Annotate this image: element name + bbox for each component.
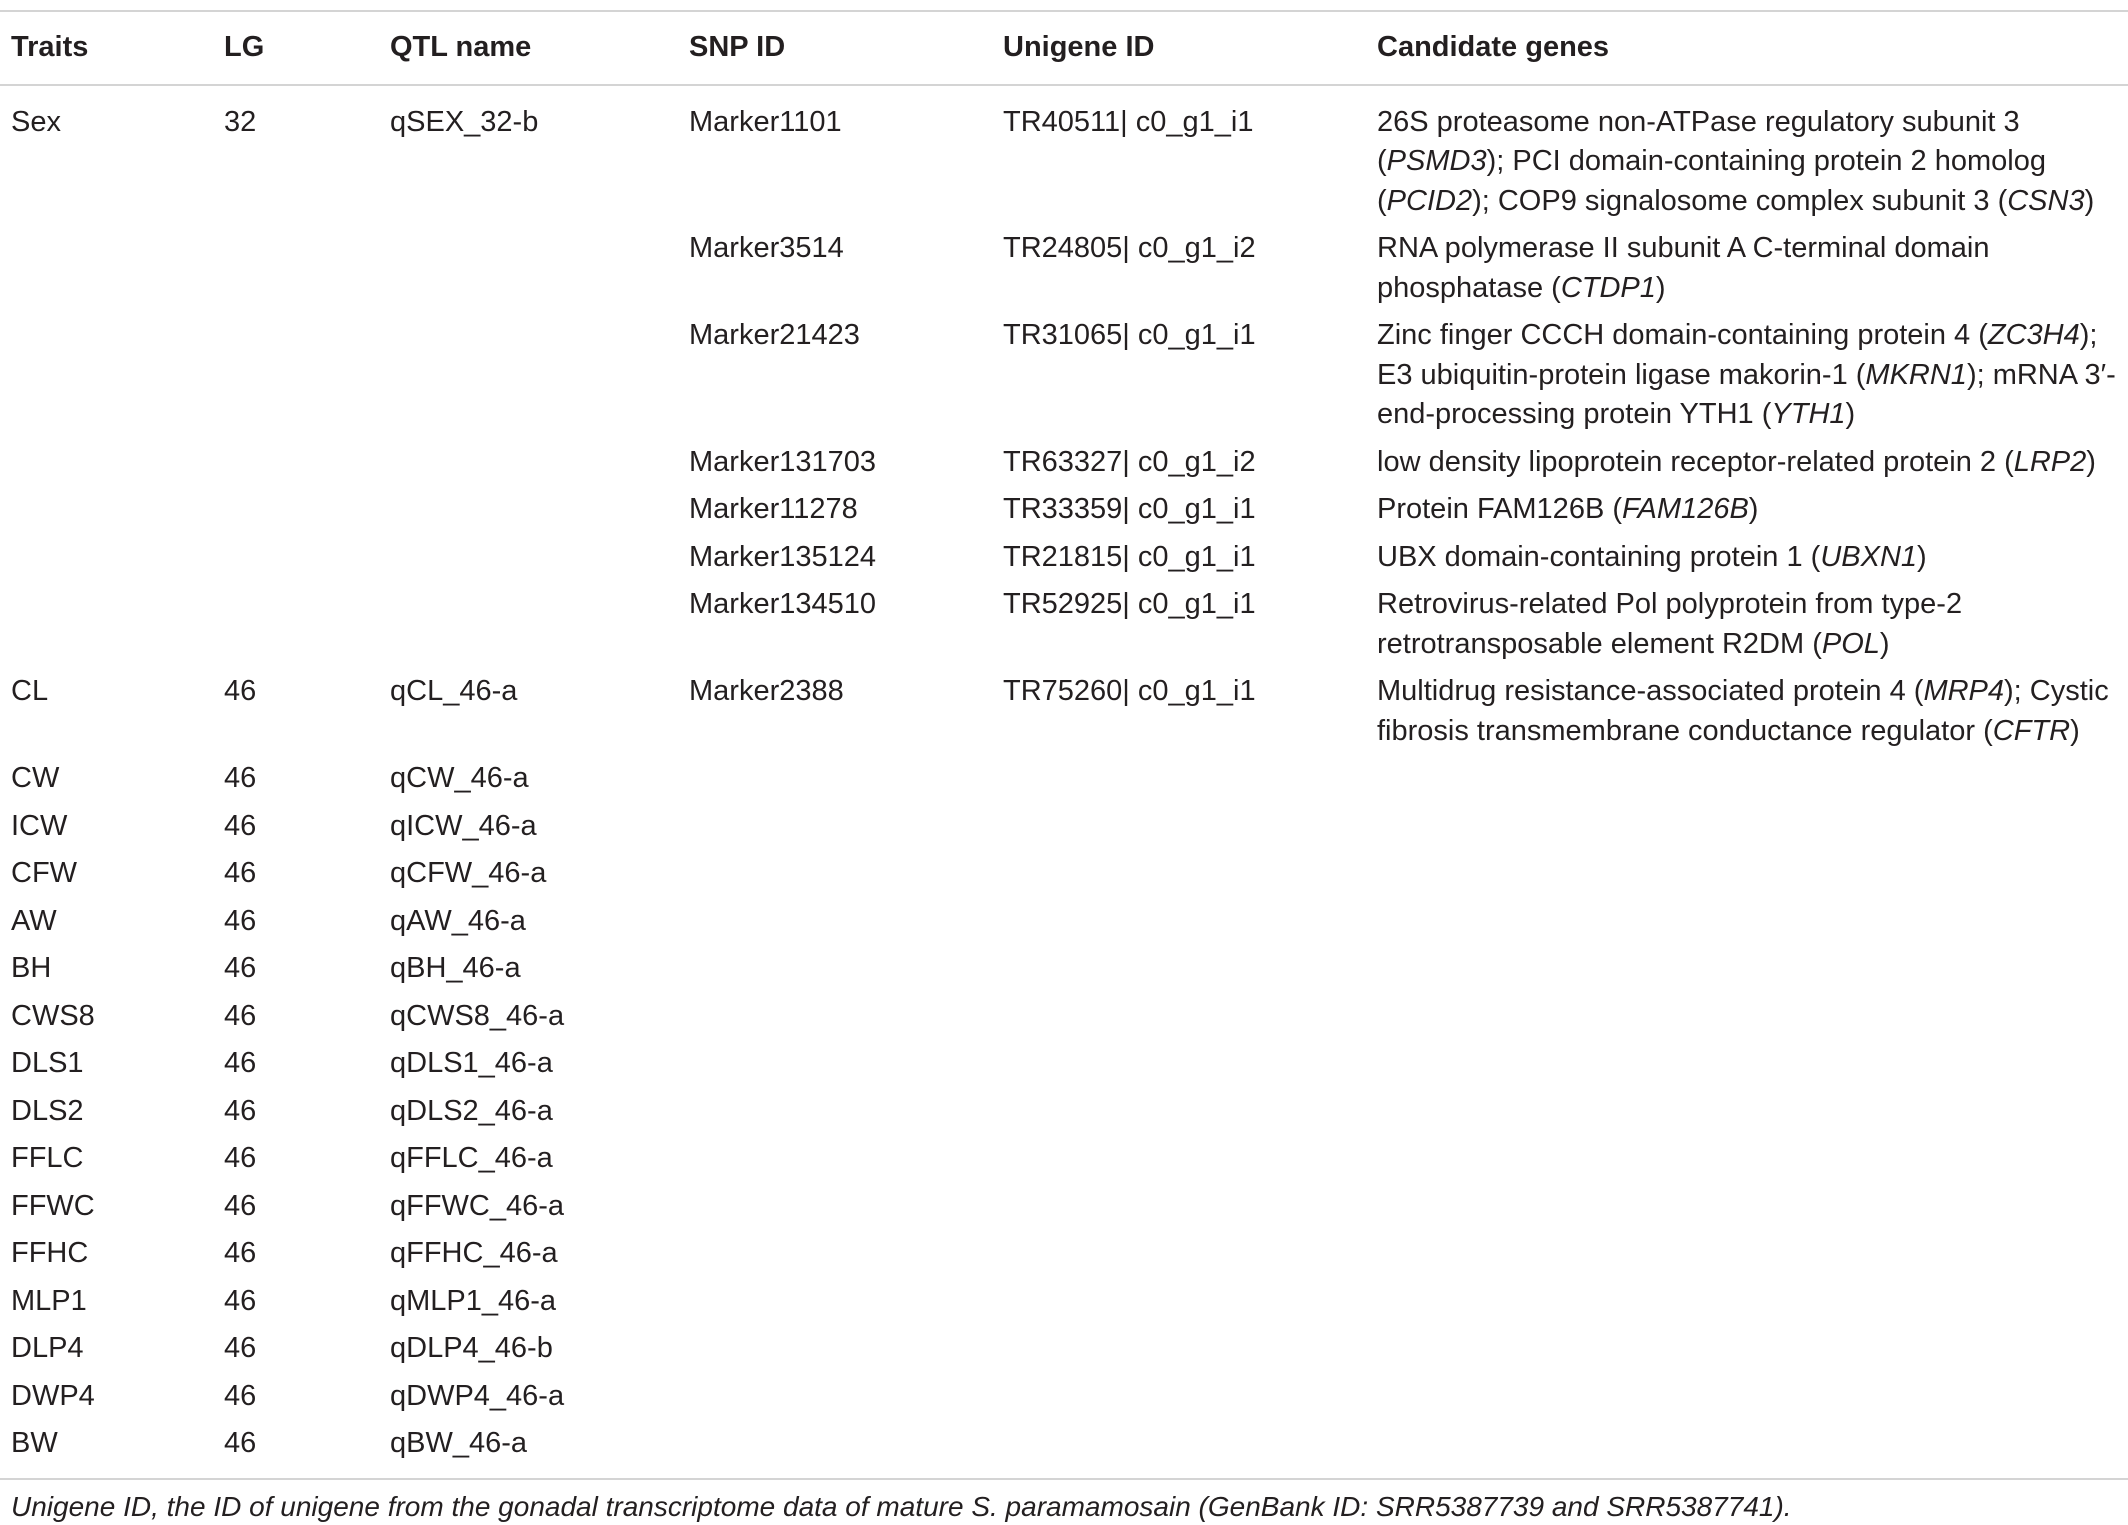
gene-symbol: CTDP1 [1560, 271, 1656, 304]
cell-unigene-id [992, 1424, 1366, 1479]
cell-lg: 46 [224, 1379, 257, 1412]
gene-text: Zinc finger CCCH domain-containing protein 4 ( [1377, 319, 1988, 351]
cell-unigene-id [992, 1187, 1366, 1235]
cell-qtl-name: qICW_46-a [390, 809, 537, 842]
cell-candidate-genes [1366, 1139, 2128, 1187]
gene-text: ); Cystic fibrosis transmembrane conductance regulator ( [1377, 675, 2109, 747]
gene-text: ) [2070, 714, 2080, 747]
qtl-table [0, 10, 2128, 1480]
cell-lg: 46 [224, 762, 257, 794]
cell-lg: 46 [224, 1427, 257, 1459]
table-row [0, 316, 2128, 443]
table-header [0, 11, 2128, 85]
gene-text: ); mRNA 3′-end-processing protein YTH1 ( [1377, 358, 2116, 430]
cell-candidate-genes [1366, 949, 2128, 997]
cell-candidate-genes [1366, 807, 2128, 855]
cell-snp-id [678, 902, 992, 950]
cell-trait: DLS2 [11, 1094, 84, 1127]
cell-trait: AW [11, 904, 57, 937]
gene-text: ) [1748, 493, 1759, 525]
cell-unigene-id: TR63327| c0_g1_i2 [1003, 445, 1256, 478]
cell-snp-id [678, 854, 992, 902]
table-row [0, 1187, 2128, 1235]
gene-text: Multidrug resistance-associated protein 4 ( [1377, 675, 1924, 707]
cell-snp-id: Marker3514 [689, 232, 844, 264]
table-row [0, 1282, 2128, 1330]
table-row [0, 585, 2128, 672]
gene-text: ); PCI domain-containing protein 2 homolog ( [1377, 145, 2046, 217]
gene-text: ) [2084, 184, 2095, 217]
cell-qtl-name [379, 538, 678, 586]
cell-lg: 46 [224, 675, 257, 707]
gene-text: low density lipoprotein receptor-related protein 2 ( [1377, 445, 2014, 478]
cell-lg: 46 [224, 1332, 257, 1364]
cell-unigene-id: TR40511| c0_g1_i1 [1003, 105, 1254, 138]
cell-trait [0, 490, 213, 538]
cell-snp-id [678, 1424, 992, 1479]
header-qtl-name: QTL name [390, 31, 532, 63]
header-snp-id: SNP ID [689, 31, 786, 63]
cell-candidate-genes [1366, 902, 2128, 950]
cell-candidate-genes [1366, 490, 2128, 538]
cell-candidate-genes [1366, 672, 2128, 759]
cell-qtl-name [379, 316, 678, 443]
cell-candidate-genes [1366, 85, 2128, 230]
cell-snp-id: Marker1101 [689, 105, 842, 138]
cell-snp-id [678, 1187, 992, 1235]
gene-symbol: PSMD3 [1386, 145, 1487, 177]
cell-lg [213, 585, 379, 672]
cell-qtl-name: qCFW_46-a [390, 857, 547, 889]
gene-text: ) [2086, 445, 2096, 478]
gene-text: ) [1879, 627, 1890, 660]
gene-text: UBX domain-containing protein 1 ( [1377, 540, 1821, 573]
cell-unigene-id [992, 1092, 1366, 1140]
gene-symbol: YTH1 [1771, 398, 1846, 430]
header-lg: LG [224, 31, 265, 63]
cell-trait: BH [11, 952, 52, 984]
table-row [0, 1092, 2128, 1140]
cell-unigene-id: TR33359| c0_g1_i1 [1003, 493, 1256, 525]
table-row [0, 229, 2128, 316]
cell-snp-id [678, 1377, 992, 1425]
cell-snp-id: Marker134510 [689, 588, 876, 620]
cell-trait [0, 443, 213, 491]
cell-qtl-name: qSEX_32-b [390, 105, 539, 138]
cell-snp-id: Marker2388 [689, 675, 844, 707]
cell-trait: MLP1 [11, 1284, 87, 1317]
gene-symbol: ZC3H4 [1987, 319, 2080, 351]
cell-candidate-genes [1366, 585, 2128, 672]
gene-text: ); E3 ubiquitin-protein ligase makorin-1 ( [1377, 319, 2098, 391]
cell-lg [213, 538, 379, 586]
cell-snp-id: Marker135124 [689, 540, 876, 573]
table-body [0, 85, 2128, 1479]
cell-trait [0, 316, 213, 443]
cell-candidate-genes [1366, 1234, 2128, 1282]
cell-snp-id: Marker21423 [689, 319, 860, 351]
cell-unigene-id [992, 1377, 1366, 1425]
cell-qtl-name: qBW_46-a [390, 1427, 528, 1459]
cell-trait: BW [11, 1427, 58, 1459]
table-row [0, 490, 2128, 538]
table-row [0, 949, 2128, 997]
table-footnote: Unigene ID, the ID of unigene from the gonadal transcriptome data of mature S. paramamosain (GenBank ID: SRR5387739 and SRR5387741). [11, 1491, 1792, 1522]
table-row [0, 672, 2128, 759]
cell-unigene-id [992, 807, 1366, 855]
table-row [0, 1424, 2128, 1479]
cell-qtl-name: qMLP1_46-a [390, 1284, 557, 1317]
gene-text: ) [1845, 398, 1856, 430]
gene-symbol: POL [1821, 627, 1880, 660]
cell-snp-id [678, 1044, 992, 1092]
gene-symbol: CFTR [1992, 714, 2071, 747]
cell-lg: 46 [224, 1094, 257, 1127]
cell-trait: CWS8 [11, 999, 95, 1032]
cell-qtl-name: qDLP4_46-b [390, 1332, 553, 1364]
cell-unigene-id [992, 902, 1366, 950]
cell-lg [213, 490, 379, 538]
cell-trait: CFW [11, 857, 78, 889]
table-row [0, 854, 2128, 902]
cell-lg: 32 [224, 105, 257, 138]
cell-lg [213, 443, 379, 491]
cell-unigene-id [992, 854, 1366, 902]
cell-unigene-id [992, 1234, 1366, 1282]
cell-trait: CW [11, 762, 60, 794]
table-row [0, 1234, 2128, 1282]
cell-trait [0, 585, 213, 672]
cell-qtl-name: qCW_46-a [390, 762, 529, 794]
gene-symbol: CSN3 [2007, 184, 2085, 217]
cell-trait [0, 538, 213, 586]
cell-trait: ICW [11, 809, 68, 842]
cell-lg [213, 229, 379, 316]
cell-qtl-name [379, 585, 678, 672]
table-row [0, 902, 2128, 950]
cell-candidate-genes [1366, 1187, 2128, 1235]
cell-lg: 46 [224, 1142, 257, 1174]
gene-text: RNA polymerase II subunit A C-terminal domain phosphatase ( [1377, 232, 1990, 304]
cell-snp-id [678, 1282, 992, 1330]
gene-text: Retrovirus-related Pol polyprotein from type-2 retrotransposable element R2DM ( [1377, 588, 1963, 660]
table-row [0, 1329, 2128, 1377]
cell-unigene-id [992, 759, 1366, 807]
cell-trait: FFLC [11, 1142, 84, 1174]
cell-candidate-genes [1366, 1329, 2128, 1377]
cell-qtl-name: qAW_46-a [390, 904, 526, 937]
gene-symbol: LRP2 [2013, 445, 2087, 478]
cell-qtl-name: qCWS8_46-a [390, 999, 565, 1032]
cell-snp-id [678, 759, 992, 807]
header-row [0, 11, 2128, 85]
cell-lg: 46 [224, 904, 257, 937]
gene-symbol: MKRN1 [1865, 358, 1967, 391]
cell-snp-id [678, 1139, 992, 1187]
gene-text: ); COP9 signalosome complex subunit 3 ( [1472, 184, 2008, 217]
cell-qtl-name: qCL_46-a [390, 675, 518, 707]
table-row [0, 443, 2128, 491]
table-row [0, 85, 2128, 230]
cell-snp-id: Marker131703 [689, 445, 876, 478]
header-unigene-id: Unigene ID [1003, 31, 1155, 63]
gene-symbol: PCID2 [1386, 184, 1473, 217]
cell-unigene-id: TR31065| c0_g1_i1 [1003, 319, 1256, 351]
cell-qtl-name [379, 443, 678, 491]
cell-candidate-genes [1366, 759, 2128, 807]
cell-qtl-name: qDLS2_46-a [390, 1094, 553, 1127]
gene-symbol: UBXN1 [1820, 540, 1918, 573]
cell-unigene-id [992, 1329, 1366, 1377]
cell-unigene-id [992, 1139, 1366, 1187]
cell-snp-id [678, 1234, 992, 1282]
cell-unigene-id: TR52925| c0_g1_i1 [1003, 588, 1256, 620]
cell-candidate-genes [1366, 854, 2128, 902]
table-row [0, 1139, 2128, 1187]
cell-snp-id [678, 1092, 992, 1140]
cell-unigene-id [992, 949, 1366, 997]
cell-unigene-id [992, 1282, 1366, 1330]
cell-qtl-name: qBH_46-a [390, 952, 521, 984]
table-row [0, 538, 2128, 586]
cell-trait: DWP4 [11, 1379, 95, 1412]
table-row [0, 1377, 2128, 1425]
cell-trait: FFHC [11, 1237, 89, 1269]
cell-snp-id [678, 1329, 992, 1377]
cell-unigene-id [992, 1044, 1366, 1092]
gene-text: Protein FAM126B ( [1377, 493, 1622, 525]
gene-text: ) [1655, 271, 1666, 304]
cell-trait: FFWC [11, 1189, 95, 1222]
cell-qtl-name: qFFLC_46-a [390, 1142, 553, 1174]
cell-snp-id [678, 949, 992, 997]
cell-lg: 46 [224, 999, 257, 1032]
cell-candidate-genes [1366, 1424, 2128, 1479]
cell-candidate-genes [1366, 1092, 2128, 1140]
cell-lg: 46 [224, 857, 257, 889]
cell-qtl-name [379, 490, 678, 538]
table-row [0, 759, 2128, 807]
table-row [0, 1044, 2128, 1092]
gene-text: ) [1917, 540, 1927, 573]
cell-lg: 46 [224, 952, 257, 984]
cell-lg: 46 [224, 1237, 257, 1269]
cell-unigene-id [992, 997, 1366, 1045]
cell-qtl-name: qFFWC_46-a [390, 1189, 565, 1222]
cell-candidate-genes [1366, 443, 2128, 491]
cell-unigene-id: TR24805| c0_g1_i2 [1003, 232, 1256, 264]
cell-candidate-genes [1366, 1044, 2128, 1092]
header-traits: Traits [11, 31, 89, 63]
cell-candidate-genes [1366, 229, 2128, 316]
cell-lg: 46 [224, 1189, 257, 1222]
cell-qtl-name [379, 229, 678, 316]
cell-unigene-id: TR21815| c0_g1_i1 [1003, 540, 1256, 573]
cell-trait [0, 229, 213, 316]
cell-trait: DLS1 [11, 1047, 84, 1079]
cell-candidate-genes [1366, 1377, 2128, 1425]
gene-text: 26S proteasome non-ATPase regulatory subunit 3 ( [1377, 105, 2020, 177]
cell-candidate-genes [1366, 316, 2128, 443]
header-candidate-genes: Candidate genes [1377, 31, 1610, 63]
cell-snp-id [678, 997, 992, 1045]
table-row [0, 997, 2128, 1045]
cell-trait: DLP4 [11, 1332, 84, 1364]
cell-qtl-name: qDLS1_46-a [390, 1047, 553, 1079]
gene-symbol: MRP4 [1923, 675, 2005, 707]
cell-candidate-genes [1366, 997, 2128, 1045]
cell-snp-id [678, 807, 992, 855]
cell-qtl-name: qFFHC_46-a [390, 1237, 558, 1269]
cell-trait: CL [11, 675, 49, 707]
cell-lg: 46 [224, 1047, 257, 1079]
cell-trait: Sex [11, 105, 61, 138]
cell-candidate-genes [1366, 538, 2128, 586]
cell-snp-id: Marker11278 [689, 493, 858, 525]
cell-lg [213, 316, 379, 443]
table-row [0, 807, 2128, 855]
gene-symbol: FAM126B [1622, 493, 1749, 525]
cell-qtl-name: qDWP4_46-a [390, 1379, 565, 1412]
cell-unigene-id: TR75260| c0_g1_i1 [1003, 675, 1256, 707]
cell-lg: 46 [224, 809, 257, 842]
cell-lg: 46 [224, 1284, 257, 1317]
cell-candidate-genes [1366, 1282, 2128, 1330]
